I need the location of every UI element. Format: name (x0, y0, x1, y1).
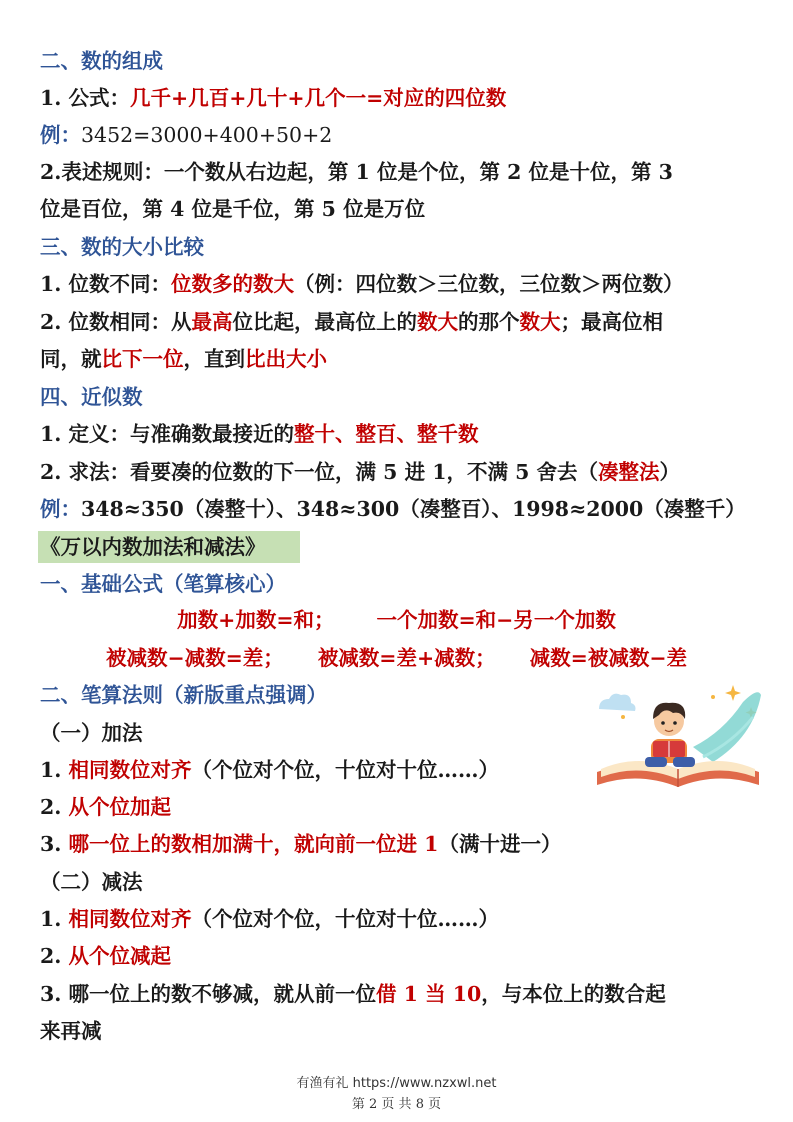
formula-row-1 (0, 605, 793, 635)
compare3-p1: 同，就 (40, 347, 102, 371)
formula-addend: 一个加数=和−另一个加数 (376, 608, 616, 632)
compare2-p1: 2. 位数相同：从 (40, 310, 192, 334)
compare3-r1: 比下一位 (101, 347, 184, 371)
formula-subtrahend: 减数=被减数−差 (529, 646, 688, 670)
addition-rule-1-num: 1. (40, 758, 69, 782)
addition-rule-2-red: 从个位加起 (68, 795, 172, 819)
addition-rule-1-red: 相同数位对齐 (68, 758, 192, 782)
subtraction-rule-2-num: 2. (40, 944, 69, 968)
compare-red: 位数多的数大 (171, 272, 295, 296)
compare2-p4: ；最高位相 (560, 310, 664, 334)
addition-rule-2-num: 2. (40, 795, 69, 819)
formula-sum: 加数+加数=和； (177, 608, 335, 632)
addition-rule-2 (40, 792, 171, 822)
addition-rule-3-num: 3. (40, 832, 69, 856)
approx-def-prefix: 1. 定义：与准确数最接近的 (40, 422, 295, 446)
addition-title: （一）加法 (40, 721, 143, 745)
footer-page-number: 第 2 页 共 8 页 (351, 1097, 442, 1112)
subtraction-rule-3-p1: 3. 哪一位上的数不够减，就从前一位 (40, 982, 377, 1006)
footer-site: 有渔有礼 https://www.nzxwl.net (296, 1076, 497, 1091)
section-heading-formulas: 一、基础公式（笔算核心） (40, 572, 286, 596)
approx-example (40, 494, 746, 524)
compare2-r2: 数大 (417, 310, 459, 334)
subtraction-rule-1-num: 1. (40, 907, 69, 931)
reading-boy-illustration (593, 677, 763, 802)
compare-line-2 (40, 307, 663, 337)
example-line (40, 120, 332, 150)
approx-method (40, 457, 680, 487)
compare2-p3: 的那个 (458, 310, 520, 334)
formula-minuend: 被减数=差+减数； (317, 646, 496, 670)
approx-method-suffix: ） (659, 460, 681, 484)
rule-line-1: 2.表述规则：一个数从右边起，第 1 位是个位，第 2 位是十位，第 3 (40, 160, 673, 184)
approx-method-prefix: 2. 求法：看要凑的位数的下一位，满 5 进 1，不满 5 舍去（ (40, 460, 599, 484)
compare3-r2: 比出大小 (245, 347, 327, 371)
subtraction-rule-3 (40, 979, 666, 1009)
subtraction-rule-3-cont: 来再减 (40, 1019, 102, 1043)
subtraction-rule-2-red: 从个位减起 (68, 944, 172, 968)
rule-line-2: 位是百位，第 4 位是千位，第 5 位是万位 (40, 197, 426, 221)
addition-rule-3-red: 哪一位上的数相加满十，就向前一位进 1 (68, 832, 439, 856)
addition-rule-1 (40, 755, 499, 785)
compare-rest: （例：四位数＞三位数，三位数＞两位数） (294, 272, 684, 296)
compare-line-3 (40, 344, 327, 374)
approx-definition (40, 419, 479, 449)
unit-title: 《万以内数加法和减法》 (40, 535, 266, 559)
compare-line-1 (40, 269, 684, 299)
compare2-r1: 最高 (191, 310, 233, 334)
formula-line (40, 83, 506, 113)
section-heading-approximation: 四、近似数 (40, 385, 143, 409)
example-label: 例： (40, 123, 81, 147)
compare3-p2: ，直到 (183, 347, 245, 371)
subtraction-title: （二）减法 (40, 870, 143, 894)
approx-example-text: 348≈350（凑整十）、348≈300（凑整百）、1998≈2000（凑整千） (81, 497, 746, 521)
addition-rule-1-rest: （个位对个位，十位对十位……） (191, 758, 500, 782)
section-heading-comparison: 三、数的大小比较 (40, 235, 204, 259)
subtraction-rule-2 (40, 941, 171, 971)
addition-rule-3 (40, 829, 561, 859)
approx-def-red: 整十、整百、整千数 (294, 422, 479, 446)
formula-row-2 (0, 643, 793, 673)
formula-text: 几千+几百+几十+几个一=对应的四位数 (130, 86, 507, 110)
subtraction-rule-3-p2: ，与本位上的数合起 (481, 982, 666, 1006)
example-text: 3452=3000+400+50+2 (81, 123, 333, 147)
formula-prefix: 1. 公式： (40, 86, 131, 110)
section-heading-composition: 二、数的组成 (40, 49, 163, 73)
section-heading-rules: 二、笔算法则（新版重点强调） (40, 683, 327, 707)
compare2-p2: 位比起，最高位上的 (232, 310, 418, 334)
subtraction-rule-1-rest: （个位对个位，十位对十位……） (191, 907, 500, 931)
compare2-r3: 数大 (519, 310, 561, 334)
compare-prefix: 1. 位数不同： (40, 272, 172, 296)
addition-rule-3-rest: （满十进一） (438, 832, 562, 856)
subtraction-rule-3-red: 借 1 当 10 (376, 982, 482, 1006)
subtraction-rule-1-red: 相同数位对齐 (68, 907, 192, 931)
approx-method-red: 凑整法 (598, 460, 660, 484)
formula-difference: 被减数−减数=差； (105, 646, 284, 670)
approx-example-label: 例： (40, 497, 81, 521)
subtraction-rule-1 (40, 904, 499, 934)
